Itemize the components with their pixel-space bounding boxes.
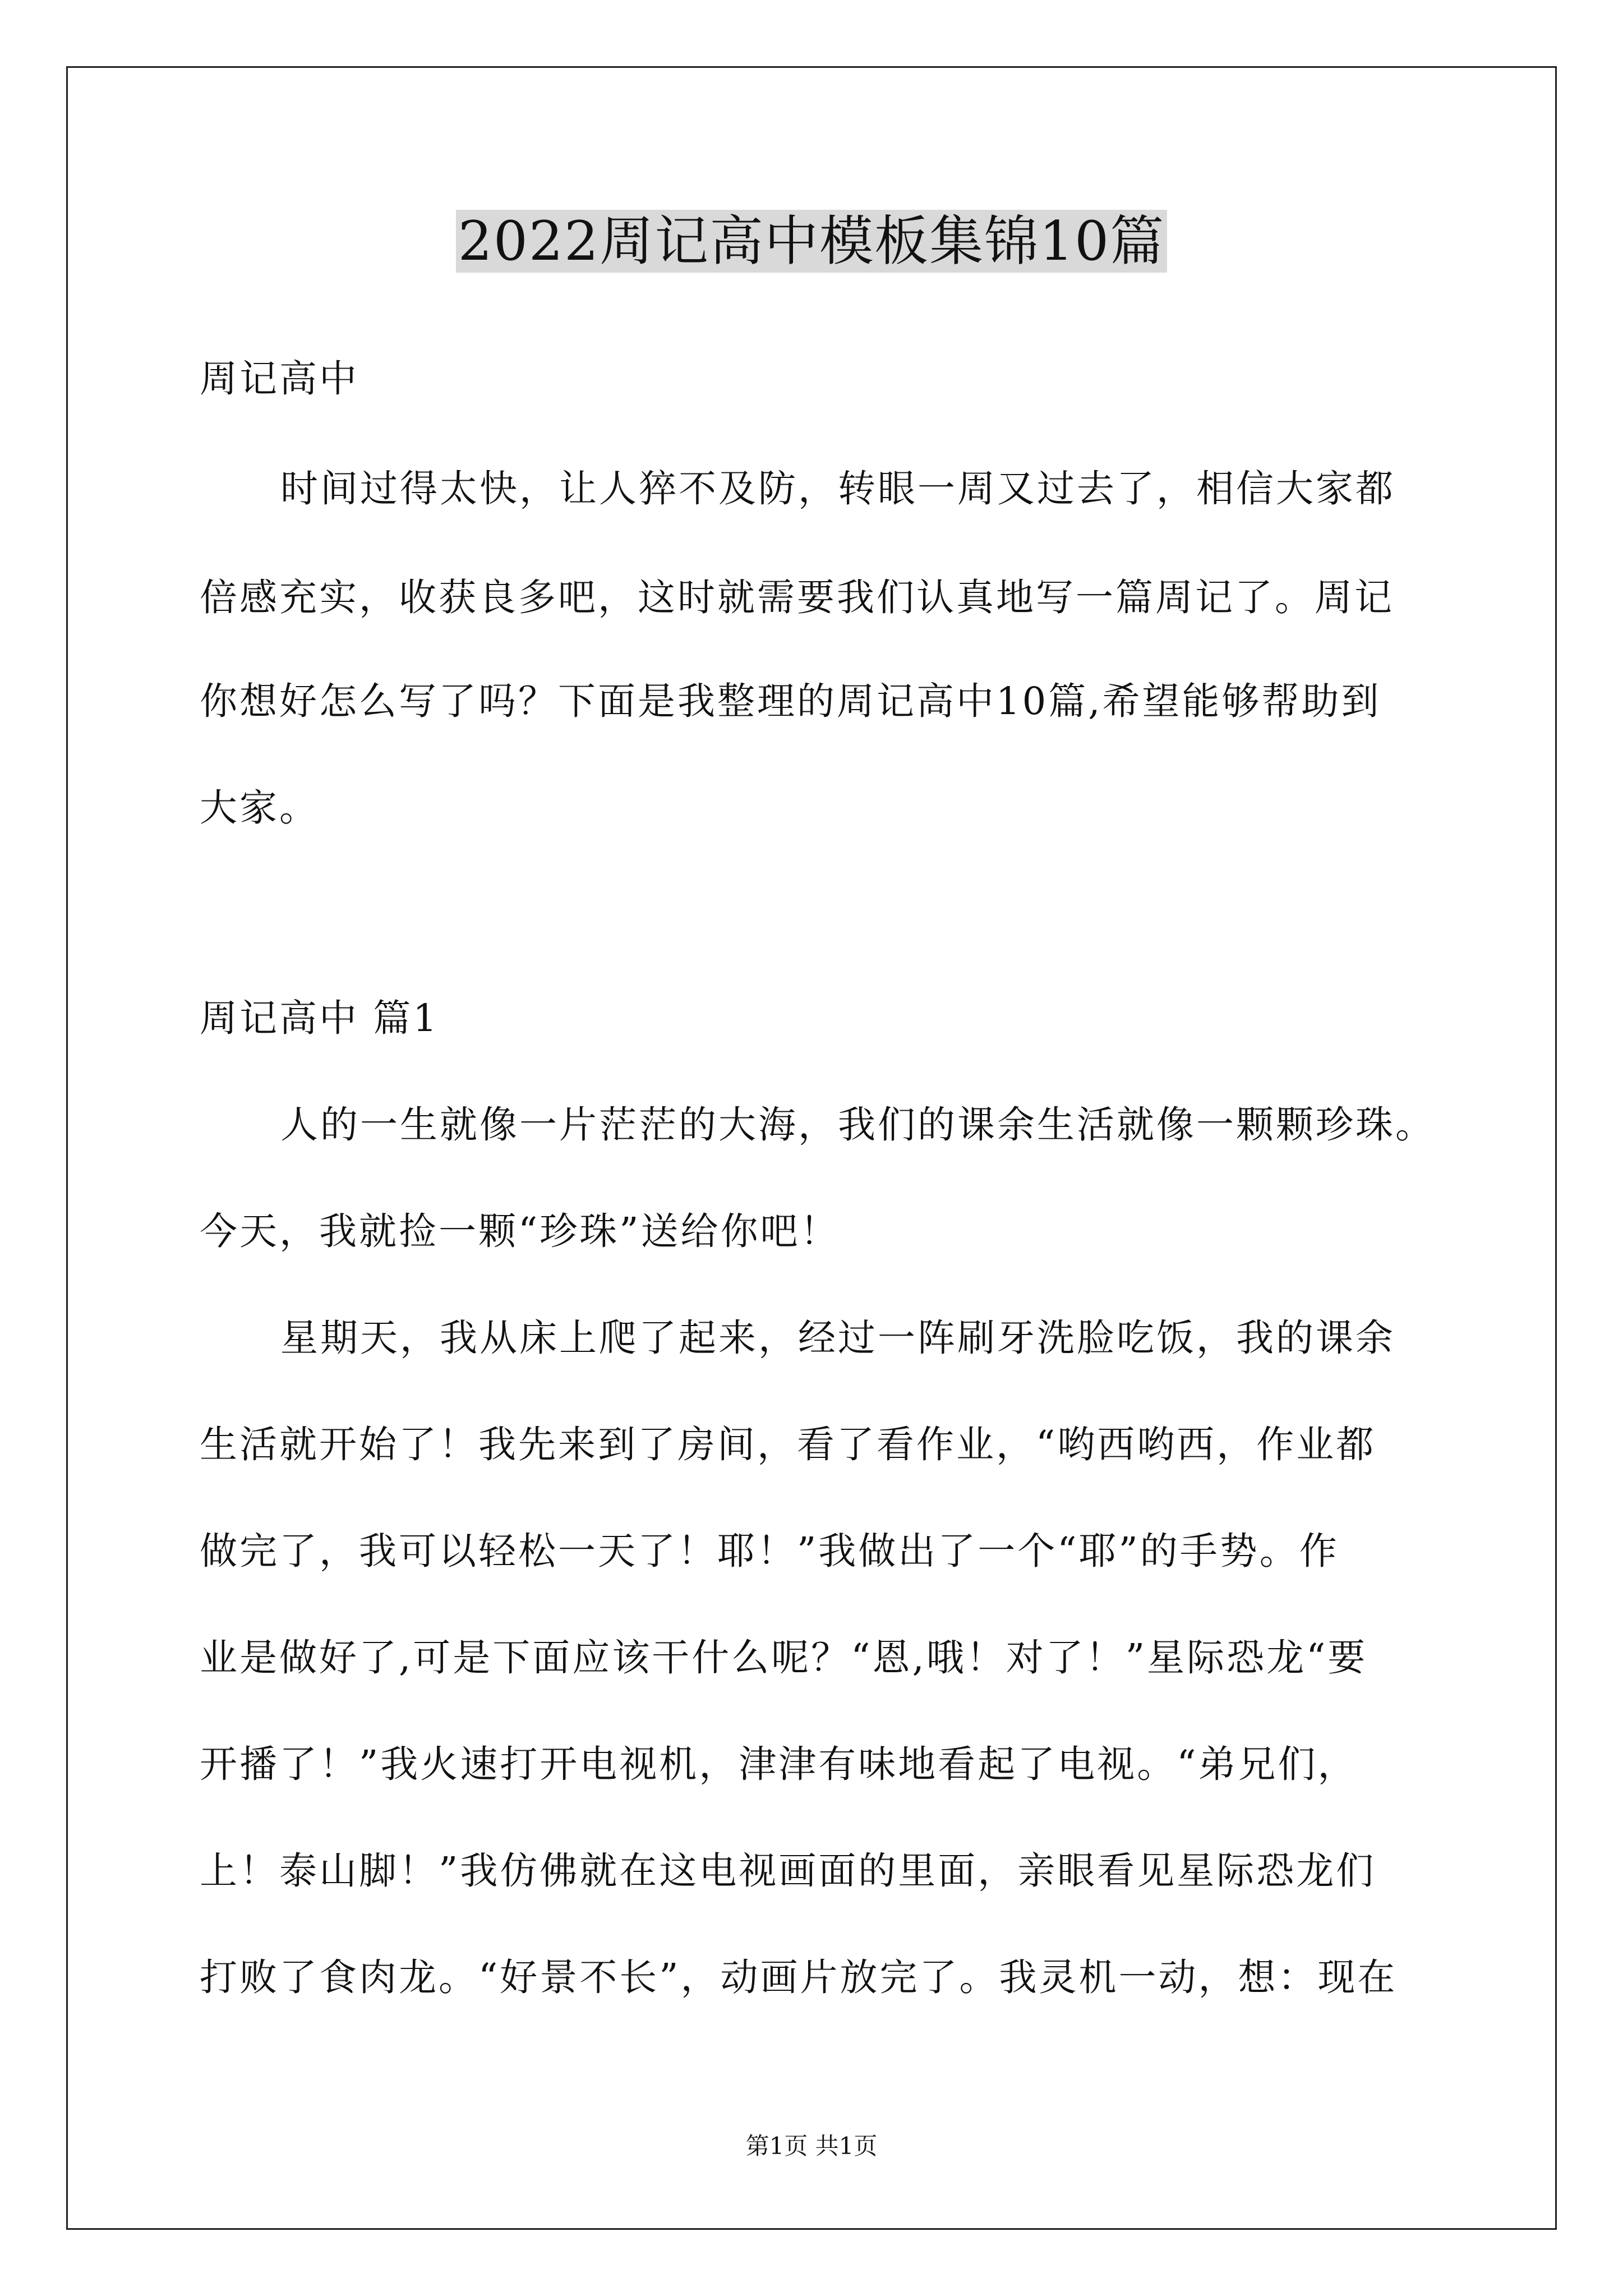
paragraph-line: 大家。 xyxy=(200,786,319,830)
paragraph-line: 开播了！”我火速打开电视机，津津有味地看起了电视。“弟兄们， xyxy=(200,1742,1358,1786)
document-title xyxy=(0,202,1623,280)
section-heading: 周记高中 篇1 xyxy=(200,996,439,1040)
paragraph-line: 人的一生就像一片茫茫的大海，我们的课余生活就像一颗颗珍珠。 xyxy=(280,1103,1435,1147)
paragraph-line: 做完了，我可以轻松一天了！耶！”我做出了一个“耶”的手势。作 xyxy=(200,1529,1339,1573)
paragraph-line: 上！泰山脚！”我仿佛就在这电视画面的里面，亲眼看见星际恐龙们 xyxy=(200,1849,1376,1893)
paragraph-line: 生活就开始了！我先来到了房间，看了看作业，“哟西哟西，作业都 xyxy=(200,1423,1376,1466)
document-title-text: 2022周记高中模板集锦10篇 xyxy=(456,210,1167,273)
paragraph-line: 倍感充实，收获良多吧，这时就需要我们认真地写一篇周记了。周记 xyxy=(200,576,1394,619)
paragraph-line: 打败了食肉龙。“好景不长”，动画片放完了。我灵机一动，想：现在 xyxy=(200,1955,1398,1999)
paragraph-line: 今天，我就捡一颗“珍珠”送给你吧！ xyxy=(200,1209,840,1253)
paragraph-line: 时间过得太快，让人猝不及防，转眼一周又过去了，相信大家都 xyxy=(280,467,1395,510)
paragraph-line: 你想好怎么写了吗？下面是我整理的周记高中10篇,希望能够帮助到 xyxy=(200,679,1381,723)
page-footer: 第1页 共1页 xyxy=(745,2132,878,2160)
section-heading: 周记高中 xyxy=(200,357,359,401)
paragraph-line: 业是做好了,可是下面应该干什么呢？“恩,哦！对了！”星际恐龙“要 xyxy=(200,1636,1368,1680)
paragraph-line: 星期天，我从床上爬了起来，经过一阵刷牙洗脸吃饭，我的课余 xyxy=(280,1316,1395,1360)
